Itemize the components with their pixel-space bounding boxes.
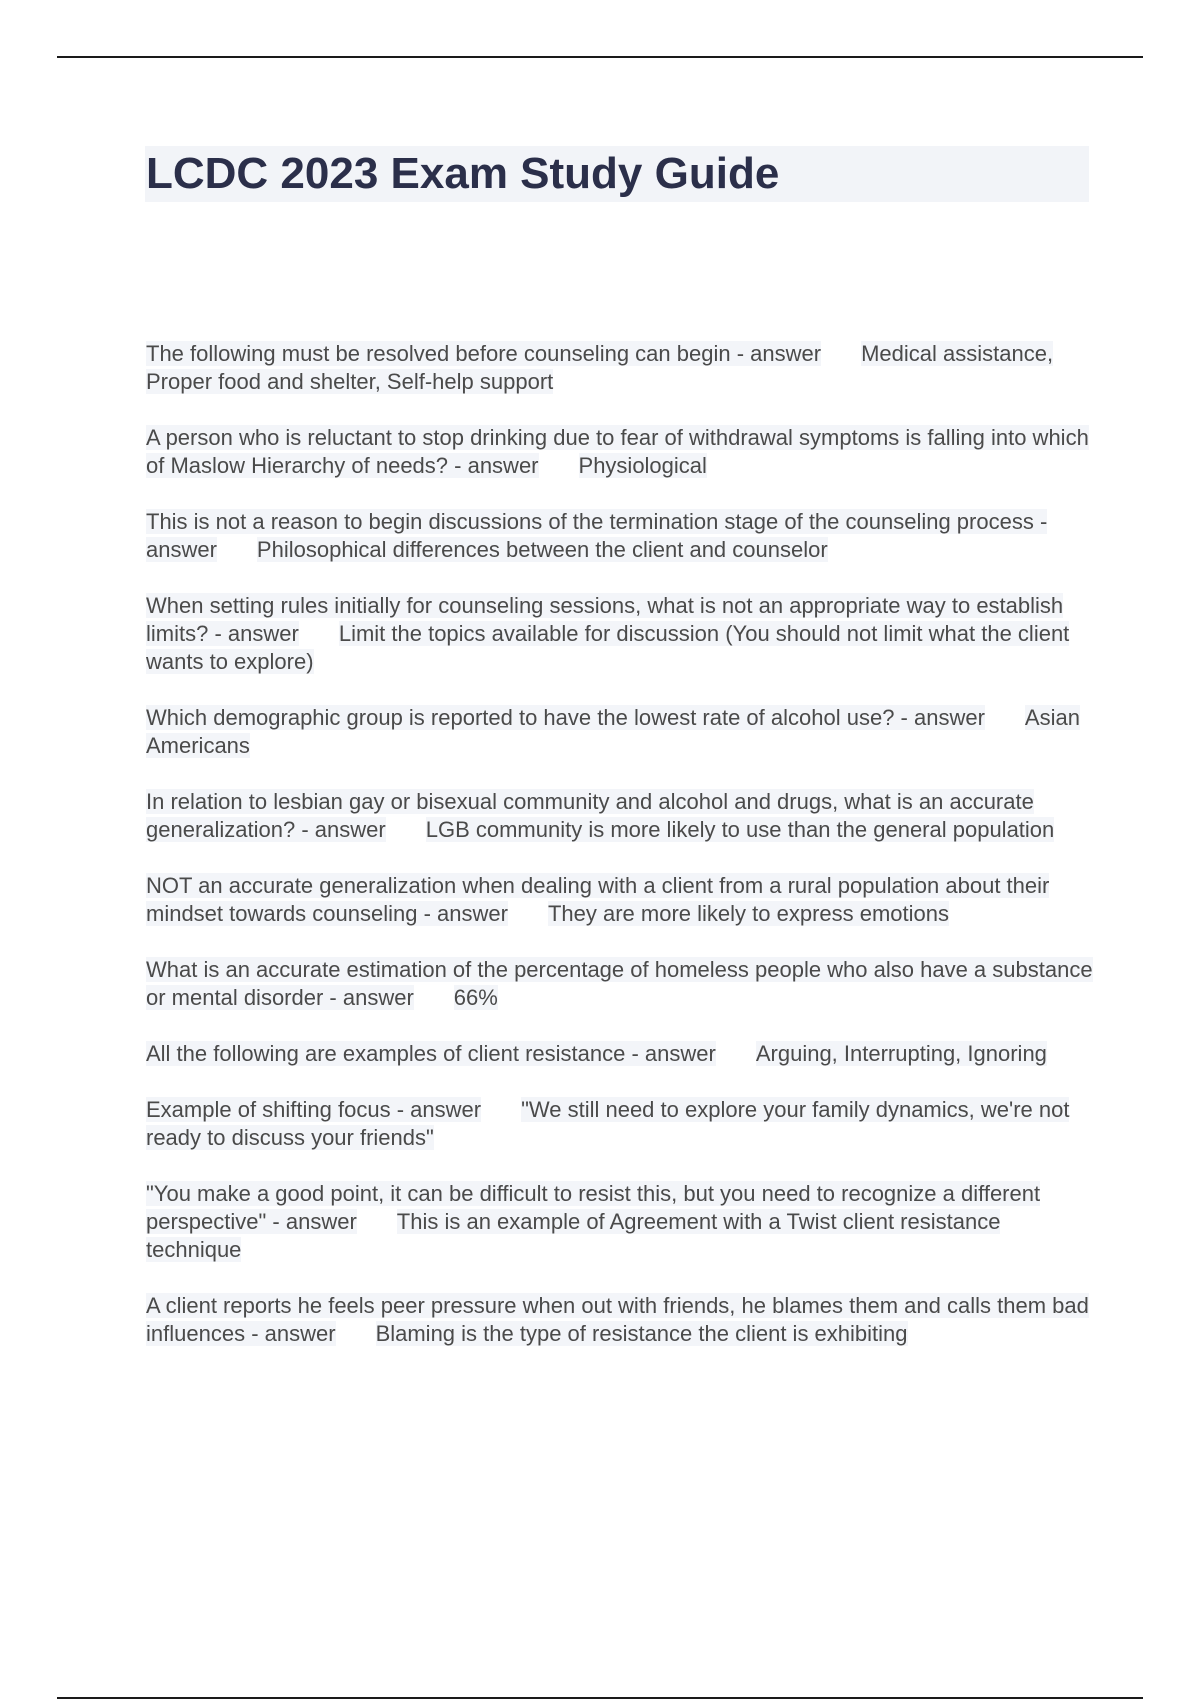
answer-text: Arguing, Interrupting, Ignoring xyxy=(755,1041,1047,1066)
qa-item xyxy=(146,424,1096,480)
qa-item xyxy=(146,1040,1096,1068)
question-text: All the following are examples of client resistance xyxy=(146,1041,626,1066)
answer-text: Physiological xyxy=(578,453,707,478)
qa-item xyxy=(146,956,1096,1012)
question-text: In relation to lesbian gay or bisexual community and alcohol and drugs, what is an accurate generalization? xyxy=(146,789,1034,842)
qa-item xyxy=(146,1096,1096,1152)
qa-item xyxy=(146,592,1096,676)
question-text: This is not a reason to begin discussions of the termination stage of the counseling process xyxy=(146,509,1034,534)
answer-text: 66% xyxy=(453,985,498,1010)
answer-separator: - answer xyxy=(266,1209,357,1234)
question-text: "You make a good point, it can be difficult to resist this, but you need to recognize a different perspective" xyxy=(146,1181,1041,1234)
answer-separator: - answer xyxy=(146,509,1048,562)
question-text: What is an accurate estimation of the percentage of homeless people who also have a substance or mental disorder xyxy=(146,957,1093,1010)
answer-separator: - answer xyxy=(417,901,508,926)
question-text: The following must be resolved before counseling can begin xyxy=(146,341,731,366)
qa-item xyxy=(146,340,1096,396)
qa-item xyxy=(146,508,1096,564)
answer-separator: - answer xyxy=(390,1097,482,1122)
answer-separator: - answer xyxy=(323,985,414,1010)
question-text: Example of shifting focus xyxy=(146,1097,391,1122)
bottom-rule xyxy=(57,1697,1143,1699)
question-text: A client reports he feels peer pressure when out with friends, he blames them and calls them bad influences xyxy=(146,1293,1089,1346)
qa-item xyxy=(146,788,1096,844)
answer-separator: - answer xyxy=(894,705,985,730)
answer-separator: - answer xyxy=(245,1321,336,1346)
qa-item xyxy=(146,1180,1096,1264)
qa-item xyxy=(146,1292,1096,1348)
question-text: When setting rules initially for counseling sessions, what is not an appropriate way to establish limits? xyxy=(146,593,1064,646)
answer-text: "We still need to explore your family dynamics, we're not ready to discuss your friends" xyxy=(146,1097,1070,1150)
question-text: A person who is reluctant to stop drinking due to fear of withdrawal symptoms is falling into which of Maslow Hierarchy of needs? xyxy=(146,425,1089,478)
answer-separator: - answer xyxy=(295,817,386,842)
answer-text: They are more likely to express emotions xyxy=(547,901,950,926)
top-rule xyxy=(57,56,1143,58)
answer-text: Asian Americans xyxy=(146,705,1080,758)
answer-text: Medical assistance, Proper food and shelter, Self-help support xyxy=(146,341,1054,394)
answer-text: Limit the topics available for discussion (You should not limit what the client wants to explore) xyxy=(146,621,1070,674)
page-title: LCDC 2023 Exam Study Guide xyxy=(146,149,780,198)
qa-item xyxy=(146,704,1096,760)
answer-separator: - answer xyxy=(625,1041,716,1066)
answer-text: Blaming is the type of resistance the client is exhibiting xyxy=(375,1321,908,1346)
qa-item xyxy=(146,872,1096,928)
answer-separator: - answer xyxy=(208,621,299,646)
answer-text: Philosophical differences between the client and counselor xyxy=(256,537,828,562)
qa-list xyxy=(146,340,1096,1376)
answer-separator: - answer xyxy=(730,341,822,366)
answer-text: LGB community is more likely to use than the general population xyxy=(425,817,1055,842)
answer-separator: - answer xyxy=(448,453,539,478)
question-text: NOT an accurate generalization when dealing with a client from a rural population about their mindset towards counseling xyxy=(146,873,1050,926)
answer-text: This is an example of Agreement with a Twist client resistance technique xyxy=(146,1209,1001,1262)
question-text: Which demographic group is reported to have the lowest rate of alcohol use? xyxy=(146,705,895,730)
